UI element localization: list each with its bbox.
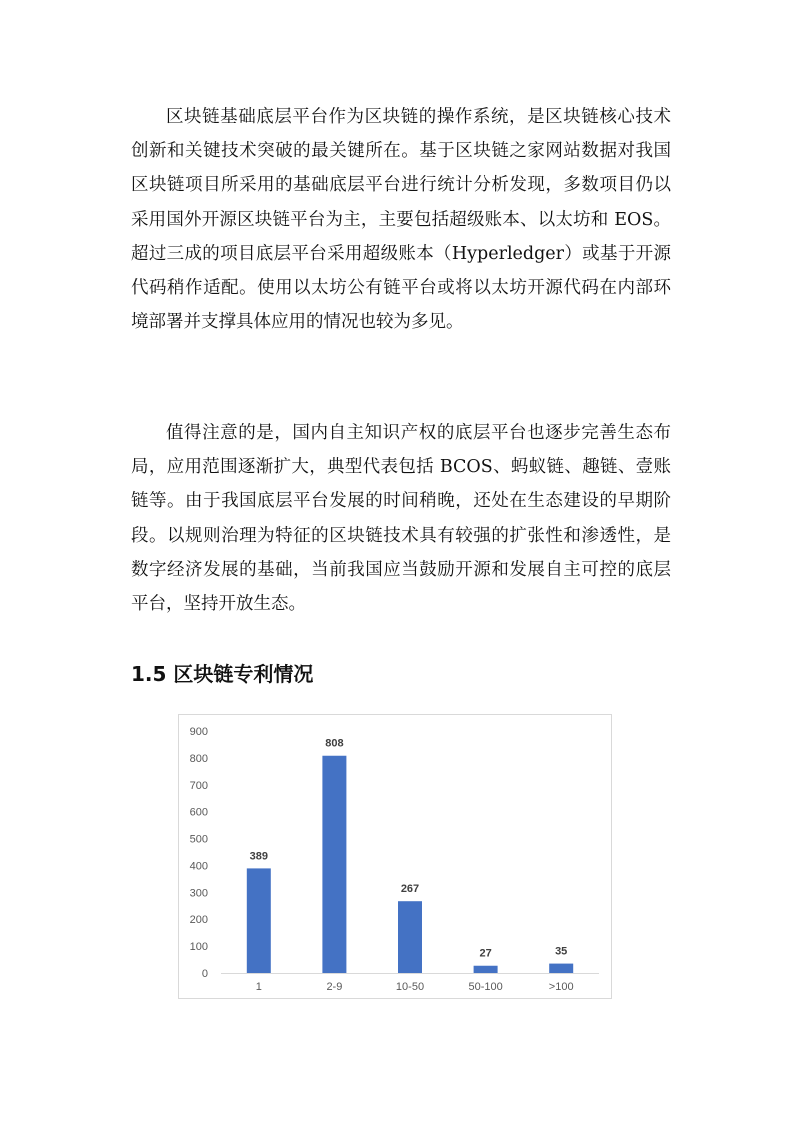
- x-tick-label: 1: [255, 981, 262, 993]
- x-axis-ticks: [256, 981, 574, 993]
- section-heading: 1.5 区块链专利情况: [131, 662, 314, 686]
- y-tick-label: 100: [189, 941, 208, 954]
- data-label: 35: [555, 945, 568, 958]
- bar-2: [322, 756, 346, 973]
- bar-4: [474, 966, 498, 973]
- x-tick-label: 50-100: [468, 981, 503, 993]
- y-tick-label: 400: [189, 860, 208, 873]
- data-label: 808: [325, 737, 344, 750]
- x-tick-label: 10-50: [395, 981, 425, 993]
- data-label: 267: [400, 883, 420, 896]
- paragraph-2: 值得注意的是，国内自主知识产权的底层平台也逐步完善生态布局，应用范围逐渐扩大，典型代表包括 BCOS、蚂蚁链、趣链、壹账链等。由于我国底层平台发展的时间稍晚，还处在生态建设的早期阶段。以规则治理为特征的区块链技术具有较强的扩张性和渗透性，是数字经济发展的基础，当前我国应当鼓励开源和发展自主可控的底层平台，坚持开放生态。: [131, 423, 671, 615]
- y-tick-label: 600: [189, 806, 208, 819]
- data-label: 389: [249, 850, 268, 863]
- y-tick-label: 700: [189, 779, 208, 792]
- patent-bar-chart: [178, 714, 612, 999]
- y-tick-label: 300: [189, 887, 208, 900]
- y-axis-ticks: [190, 726, 208, 980]
- paragraph-1: 区块链基础底层平台作为区块链的操作系统，是区块链核心技术创新和关键技术突破的最关键所在。基于区块链之家网站数据对我国区块链项目所采用的基础底层平台进行统计分析发现，多数项目仍以采用国外开源区块链平台为主，主要包括超级账本、以太坊和 EOS。超过三成的项目底层平台采用超级账本（Hyperledger）或基于开源代码稍作适配。使用以太坊公有链平台或将以太坊开源代码在内部环境部署并支撑具体应用的情况也较为多见。: [131, 107, 671, 333]
- bars: [247, 756, 573, 973]
- y-tick-label: 900: [189, 726, 208, 738]
- data-label: 27: [479, 947, 492, 960]
- bar-1: [247, 868, 271, 973]
- y-tick-label: 500: [189, 833, 208, 846]
- chart-canvas: [179, 715, 611, 998]
- y-tick-label: 200: [189, 914, 208, 927]
- bar-3: [398, 901, 422, 973]
- x-tick-label: 2-9: [326, 981, 343, 993]
- y-tick-label: 800: [189, 752, 208, 765]
- bar-5: [549, 964, 573, 973]
- x-tick-label: >100: [548, 981, 574, 993]
- y-tick-label: 0: [201, 968, 208, 980]
